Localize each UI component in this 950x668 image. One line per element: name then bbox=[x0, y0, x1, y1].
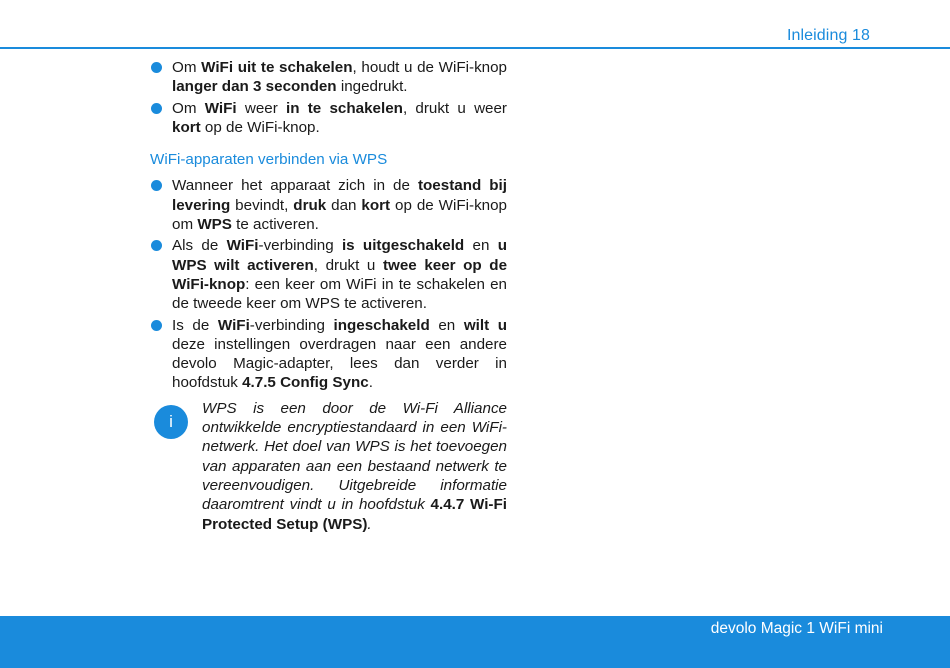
bullet-dot-icon bbox=[151, 320, 162, 331]
info-icon: i bbox=[154, 405, 188, 439]
bullet-item bbox=[150, 236, 507, 313]
body-text: en bbox=[464, 237, 498, 255]
emphasis-text: WiFi uit te schakelen bbox=[201, 59, 353, 76]
header-divider bbox=[0, 47, 950, 49]
bullet-item bbox=[150, 176, 507, 234]
info-note-text bbox=[202, 399, 507, 534]
body-text: weer bbox=[236, 99, 287, 117]
body-text: op de WiFi-knop. bbox=[200, 118, 320, 136]
emphasis-text: WiFi bbox=[226, 237, 259, 255]
body-text: dan bbox=[326, 196, 362, 214]
footer-product-name: devolo Magic 1 WiFi mini bbox=[710, 620, 883, 637]
body-text: Wanneer het apparaat zich in de bbox=[172, 177, 418, 195]
bullet-dot-icon bbox=[151, 180, 162, 191]
body-text: bevindt, bbox=[230, 196, 294, 214]
bullet-dot-icon bbox=[151, 62, 162, 73]
body-text: -verbinding bbox=[249, 316, 334, 334]
emphasis-text: in te schakelen bbox=[286, 99, 403, 117]
bullet-dot-icon bbox=[151, 240, 162, 251]
emphasis-text: langer dan 3 seconden bbox=[172, 78, 337, 96]
body-text: Om bbox=[172, 59, 202, 76]
bullet-item bbox=[150, 99, 507, 138]
emphasis-text: is uitgeschakeld bbox=[341, 237, 465, 255]
body-text: te activeren. bbox=[231, 216, 319, 234]
body-text: -verbinding bbox=[258, 237, 342, 255]
bullet-list-wifi-switch bbox=[150, 58, 507, 137]
page-header-title: Inleiding 18 bbox=[786, 27, 870, 44]
emphasis-text: u WPS wilt activeren bbox=[172, 237, 507, 274]
body-text: WPS is een door de Wi-Fi Alliance ontwikkelde encryptiestandaard in een WiFi-netwerk. Het doel van WPS is het toevoegen van apparaten aan een bestaand netwerk te vereenvoudigen. Uitgebreide informatie daaromtrent vindt u in hoofdstuk bbox=[202, 399, 507, 514]
bullet-list-wps bbox=[150, 176, 507, 392]
body-text: , drukt u bbox=[313, 256, 383, 274]
emphasis-text: WiFi bbox=[217, 316, 250, 334]
bullet-item bbox=[150, 58, 507, 97]
emphasis-text: twee keer op de WiFi-knop bbox=[172, 256, 508, 293]
emphasis-text: toestand bij levering bbox=[172, 177, 507, 214]
page-footer bbox=[0, 616, 950, 668]
body-text: deze instellingen overdragen naar een andere devolo Magic-adapter, lees dan verder in hoofdstuk bbox=[172, 335, 507, 392]
emphasis-text: wilt u bbox=[463, 316, 507, 334]
body-text: ingedrukt. bbox=[336, 78, 408, 96]
body-text: Is de bbox=[172, 316, 218, 334]
body-text: , drukt u weer bbox=[402, 99, 507, 117]
body-text: . bbox=[368, 374, 373, 392]
emphasis-text: WPS bbox=[197, 216, 232, 234]
section-heading: WiFi-apparaten verbinden via WPS bbox=[150, 151, 388, 169]
body-text: . bbox=[367, 515, 372, 533]
body-text: Als de bbox=[172, 237, 227, 255]
emphasis-text: WiFi bbox=[204, 99, 237, 117]
body-text: en bbox=[429, 316, 464, 334]
emphasis-text: kort bbox=[361, 196, 391, 214]
body-text: , houdt u de WiFi-knop bbox=[352, 59, 508, 76]
body-text: op de WiFi-knop om bbox=[172, 196, 508, 234]
emphasis-text: ingeschakeld bbox=[333, 316, 430, 334]
info-note bbox=[150, 399, 507, 534]
bullet-item bbox=[150, 316, 507, 393]
emphasis-text: druk bbox=[293, 196, 327, 214]
page-content bbox=[150, 58, 507, 534]
emphasis-text: 4.4.7 Wi-Fi Protected Setup (WPS) bbox=[202, 496, 507, 533]
emphasis-text: kort bbox=[172, 118, 201, 136]
body-text: Om bbox=[172, 99, 205, 117]
emphasis-text: 4.7.5 Config Sync bbox=[242, 374, 369, 392]
body-text: : een keer om WiFi in te schakelen en de tweede keer om WPS te activeren. bbox=[172, 275, 507, 313]
bullet-dot-icon bbox=[151, 103, 162, 114]
